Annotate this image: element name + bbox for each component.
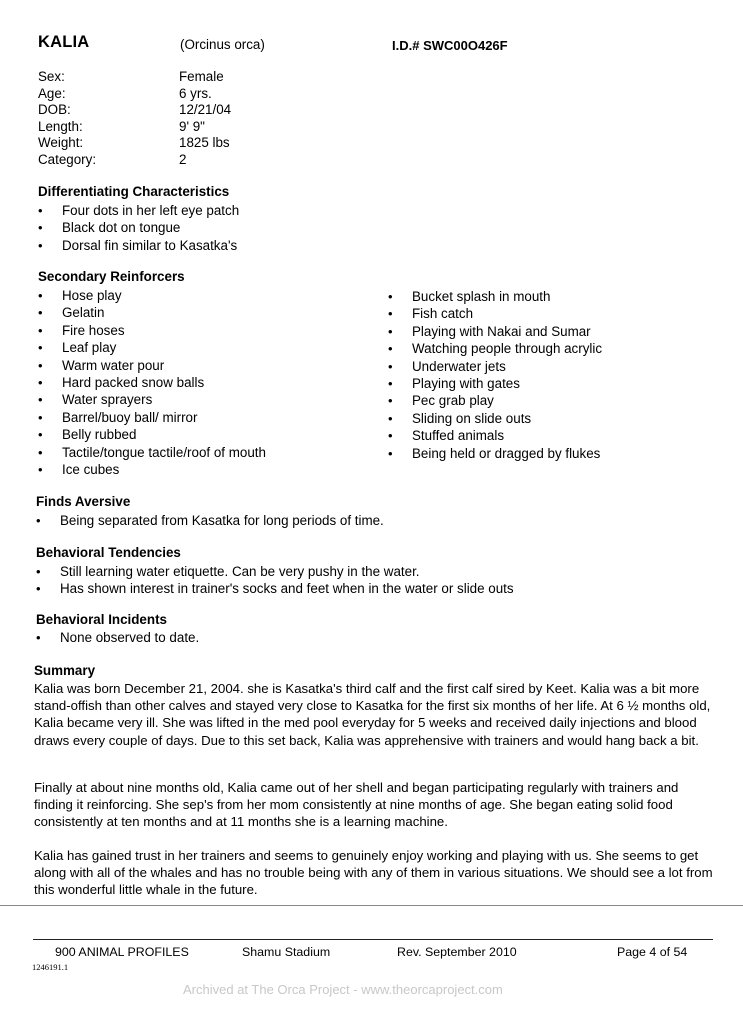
archive-watermark: Archived at The Orca Project - www.theorcaproject.com xyxy=(183,982,503,997)
category-value: 2 xyxy=(179,152,187,167)
list-item: • Sliding on slide outs xyxy=(387,410,602,427)
summary-paragraph-3: Kalia has gained trust in her trainers and seems to genuinely enjoy working and playing with us. She seems to get along with all of the whales and has no trouble being with any of them in various situations. We should see a lot from this wonderful little whale in the future. xyxy=(34,848,713,898)
list-item: • Water sprayers xyxy=(37,391,266,408)
summary-paragraph-2: Finally at about nine months old, Kalia came out of her shell and began participating regularly with trainers and finding it reinforcing. She sep's from her mom consistently at nine months of age. She began eating solid food consistently at ten months and at 11 months she is a learning machine. xyxy=(34,780,679,830)
list-item: • Being separated from Kasatka for long periods of time. xyxy=(35,512,384,529)
list-item: • Belly rubbed xyxy=(37,426,266,443)
sex-value: Female xyxy=(179,69,224,84)
dob-value: 12/21/04 xyxy=(179,102,232,118)
footer-rule xyxy=(33,939,713,940)
list-item: • Fish catch xyxy=(387,305,602,322)
list-item: • Hose play xyxy=(37,287,266,304)
footer-stadium: Shamu Stadium xyxy=(242,945,331,959)
age-value: 6 yrs. xyxy=(179,85,212,101)
list-item: • Watching people through acrylic xyxy=(387,340,602,357)
incidents-heading: Behavioral Incidents xyxy=(36,612,167,627)
animal-name: KALIA xyxy=(38,33,90,51)
footer-profiles: 900 ANIMAL PROFILES xyxy=(55,945,189,959)
list-item: • Pec grab play xyxy=(387,392,602,409)
list-item: • Barrel/buoy ball/ mirror xyxy=(37,409,266,426)
list-item: • Black dot on tongue xyxy=(37,219,239,236)
tendencies-heading: Behavioral Tendencies xyxy=(36,545,181,560)
animal-id: I.D.# SWC00O426F xyxy=(392,38,508,53)
secondary-list-right xyxy=(387,288,602,462)
weight-label: Weight: xyxy=(38,135,84,151)
category-label: Category: xyxy=(38,152,97,167)
weight-value: 1825 lbs xyxy=(179,135,230,151)
list-item: • Playing with gates xyxy=(387,375,602,392)
document-code: 1246191.1 xyxy=(32,962,69,972)
list-item: • Fire hoses xyxy=(37,322,266,339)
list-item: • Bucket splash in mouth xyxy=(387,288,602,305)
tendencies-list xyxy=(35,563,514,598)
list-item: • Tactile/tongue tactile/roof of mouth xyxy=(37,444,266,461)
page-divider xyxy=(0,905,743,906)
summary-paragraph-1: Kalia was born December 21, 2004. she is Kasatka's third calf and the first calf sired by Keet. Kalia was a bit more stand-offish than other calves and stayed very close to Kasatka for the first six months of her life. At 6 ½ months old, Kalia became very ill. She was lifted in the med pool everyday for 5 weeks and received daily injections and blood draws every couple of days. Due to this set back, Kalia was apprehensive with trainers and would hang back a bit. xyxy=(34,681,711,748)
scientific-name: (Orcinus orca) xyxy=(180,37,265,52)
list-item: • Has shown interest in trainer's socks and feet when in the water or slide outs xyxy=(35,580,514,597)
length-value: 9' 9" xyxy=(179,118,205,134)
list-item: • None observed to date. xyxy=(35,629,199,646)
aversive-heading: Finds Aversive xyxy=(36,494,131,509)
differentiating-heading: Differentiating Characteristics xyxy=(38,184,230,199)
length-label: Length: xyxy=(38,118,83,134)
secondary-list-left xyxy=(37,287,266,478)
age-label: Age: xyxy=(38,85,66,101)
aversive-list xyxy=(35,512,384,529)
differentiating-list xyxy=(37,202,239,254)
list-item: • Playing with Nakai and Sumar xyxy=(387,323,602,340)
list-item: • Underwater jets xyxy=(387,358,602,375)
list-item: • Hard packed snow balls xyxy=(37,374,266,391)
list-item: • Warm water pour xyxy=(37,357,266,374)
footer-revision: Rev. September 2010 xyxy=(397,945,517,959)
summary-heading: Summary xyxy=(34,663,96,678)
dob-label: DOB: xyxy=(38,102,71,118)
list-item: • Ice cubes xyxy=(37,461,266,478)
list-item: • Still learning water etiquette. Can be very pushy in the water. xyxy=(35,563,514,580)
list-item: • Leaf play xyxy=(37,339,266,356)
incidents-list xyxy=(35,629,199,646)
list-item: • Dorsal fin similar to Kasatka's xyxy=(37,237,239,254)
list-item: • Gelatin xyxy=(37,304,266,321)
list-item: • Four dots in her left eye patch xyxy=(37,202,239,219)
footer-page-number: Page 4 of 54 xyxy=(617,945,688,959)
secondary-heading: Secondary Reinforcers xyxy=(38,269,185,284)
sex-label: Sex: xyxy=(38,69,65,84)
list-item: • Being held or dragged by flukes xyxy=(387,445,602,462)
list-item: • Stuffed animals xyxy=(387,427,602,444)
